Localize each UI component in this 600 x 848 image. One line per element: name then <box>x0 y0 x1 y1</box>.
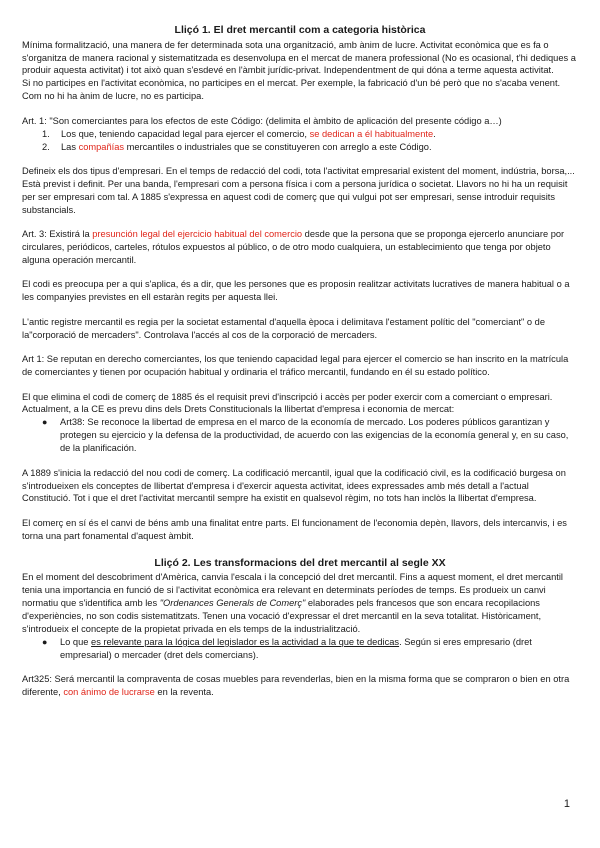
art1-list-item: 2. Las compañías mercantiles o industriales que se constituyeren con arreglo a este Código. <box>42 141 432 152</box>
section1-title: Lliçó 1. El dret mercantil com a categoria històrica <box>174 24 426 36</box>
intro-paragraph-2: Si no participes en l'activitat econòmica, no participes en el mercat. Per exemple, la fabricació d'un bé però que no s'acaba venent. Com no hi ha ànim de lucre, no es participa. <box>22 78 561 102</box>
highlight-text: se dedican a él habitualmente <box>309 128 434 139</box>
page-content <box>22 24 578 699</box>
bullet-icon: ● <box>42 417 48 428</box>
codi-paragraph: El codi es preocupa per a qui s'aplica, és a dir, que les persones que es proposin realitzar activitats lucratives de manera habitual o a les companyies previstes en ell estaràn regits per aquesta llei. <box>22 279 570 303</box>
section2-bullet: ● Lo que es relevante para la lógica del legislador es la actividad a la que te dedicas. Según si eres empresario (dret empresarial) o mercader (dret dels comercians). <box>42 636 532 660</box>
page-number: 1 <box>563 798 570 810</box>
highlight-text: con ánimo de lucrarse <box>63 687 155 698</box>
art1b-paragraph: Art 1: Se reputan en derecho comerciantes, los que teniendo capacidad legal para ejercer el comercio se han inscrito en la matrícula de comerciantes y tienen por ocupación habitual y ordinaria el tráfico mercantil, fundando en él su estado político. <box>22 354 569 378</box>
art325-paragraph: Art325: Será mercantil la compraventa de cosas muebles para revenderlas, bien en la misma forma que se compraron o bien en otra diferente, con ánimo de lucrarse en la reventa. <box>22 674 570 698</box>
art1-list-item: 1. Los que, teniendo capacidad legal para ejercer el comercio, se dedican a él habitualmente. <box>42 128 436 139</box>
definition-paragraph: Defineix els dos tipus d'empresari. En el temps de redacció del codi, tota l'activitat empresarial existent del moment, indústria, borsa,... Està previst i definit. Per una banda, l'empresari com a persona física i com a persona jurídica o societat. Llavors no hi ha un requisit per ser empresari com tal. A 1885 s'expressa en aquest codi de comerç que qui vulgui pot ser empresari, sense introduir requisits substancials. <box>22 166 575 215</box>
elimina-paragraph: El que elimina el codi de comerç de 1885 és el requisit previ d'inscripció i accès per poder exercir com a comerciant o empresari. Actualment, a la CE es prevu dins dels Drets Constitucionals la llibertat d'empresa i economia de mercat: <box>22 391 553 415</box>
p1889-paragraph: A 1889 s'inicia la redacció del nou codi de comerç. La codificació mercantil, igual que la codificació civil, es la codificació burgesa on s'introdueixen els conceptes de llibertat d'empresa i d'exercir aquesta activitat, idees expressades amb més detall a l'actual Constitució. Tot i que el dret l'activitat mercantil sempre ha existit en qualsevol règim, no tots han inclòs la llibertat d'empresa. <box>22 467 566 504</box>
art38-bullet: ● Art38: Se reconoce la libertad de empresa en el marco de la economía de mercado. Los poderes públicos garantizan y protegen su ejercicio y la defensa de la productividad, de acuerdo con las exigencias de la economía general y, en su caso, de la planificación. <box>42 417 569 454</box>
art1-intro: Art. 1: "Son comerciantes para los efectos de este Código: (delimita el àmbito de aplicación del presente código a…) <box>22 115 502 126</box>
bullet-icon: ● <box>42 636 48 647</box>
intro-paragraph-1: Mínima formalització, una manera de fer determinada sota una organització, amb ànim de lucre. Activitat econòmica que es fa o s'organitza de manera racional y sistematitzada es desenvolupa en el mercat de manera professional (No es ocasional, t'hi dediques a produir aquesta activitat) i tot això quan s'esdevé en l'àmbit jurídic-privat. Independentment de qui dóna a terme aquesta activitat. <box>22 39 576 76</box>
comerc-paragraph: El comerç en sí és el canvi de béns amb una finalitat entre parts. El funcionament de l'economia depèn, llavors, dels intercanvis, i es torna una part fonamental d'aquest àmbit. <box>22 517 567 541</box>
art3-paragraph: Art. 3: Existirá la presunción legal del ejercicio habitual del comercio desde que la persona que se proponga ejercerlo anunciare por circulares, periódicos, carteles, rótulos expuestos al público, o de otro modo cualquiera, un establecimiento que tenga por objeto alguna operación mercantil. <box>22 229 565 266</box>
registre-paragraph: L'antic registre mercantil es regia per la societat estamental d'aquella època i delimitava l'estament polític del "comerciant" o de la"corporació de mercaders". Controlava l'accés al cos de la corporació de mercaders. <box>22 316 546 340</box>
art38-list <box>22 416 578 455</box>
section2-list <box>22 636 578 662</box>
highlight-text: presunción legal del ejercicio habitual del comercio <box>92 229 303 240</box>
underlined-text: es relevante para la lógica del legislador es la actividad a la que te dedicas <box>91 636 400 647</box>
highlight-text: compañías <box>78 141 125 152</box>
art1-list <box>22 128 578 154</box>
section2-paragraph-1: En el moment del descobriment d'Amèrica, canvia l'escala i la concepció del dret mercantil. Fins a aquest moment, el dret mercantil tenia una importancia en funció de si l'activitat econòmica era relevant en determinats períodes de temps. Es produeix un canvi normatiu que s'identifica amb les "Ordenances Generals de Comerç" elaborades pels francesos que son encara recopilacions d'experiències, no son codis sistematitzats. Tenen una vocació d'expressar el dret mercantil en la seva totalitat. Històricament, s'introdueix el concepte de la propietat privada en els temps de la industrialització. <box>22 572 563 635</box>
section2-title: Lliçó 2. Les transformacions del dret mercantil al segle XX <box>154 556 446 569</box>
